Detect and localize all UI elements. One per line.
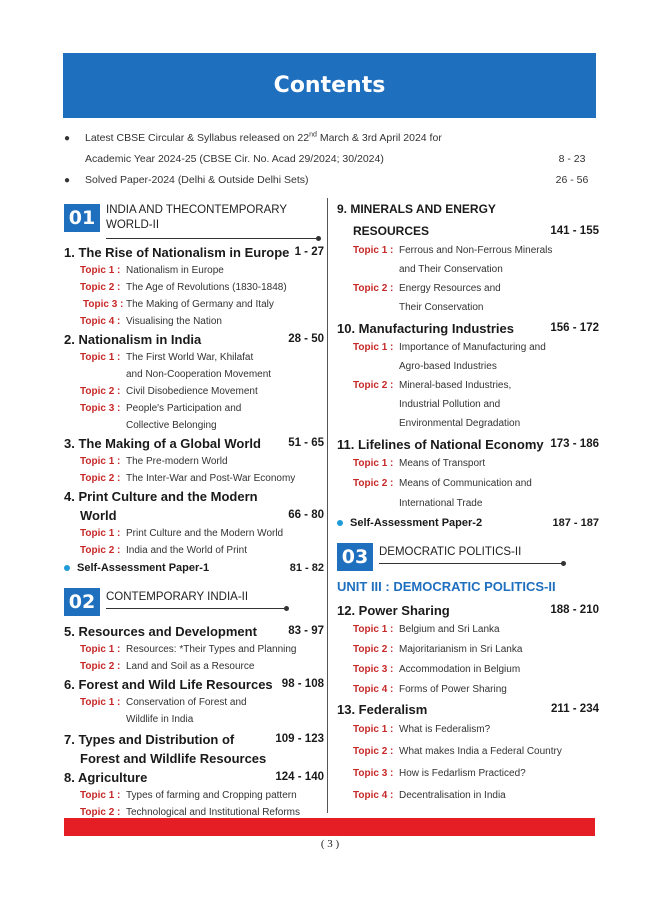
topic-item: Topic 4 : Decentralisation in India: [353, 790, 506, 801]
bullet-icon: ●: [64, 175, 71, 186]
bullet-dot-icon: [337, 520, 343, 526]
unit-rule: [106, 608, 286, 609]
chapter-entry: 13. Federalism 211 - 234: [337, 702, 599, 717]
chapter-entry: 1. The Rise of Nationalism in Europe 1 - 27: [64, 245, 324, 260]
topic-item: Topic 2 : Land and Soil as a Resource: [80, 661, 255, 672]
column-divider: [327, 198, 328, 813]
topic-item: Topic 4 : Visualising the Nation: [80, 316, 222, 327]
topic-item: Topic 1 : What is Federalism?: [353, 724, 491, 735]
chapter-pages: 66 - 80: [288, 509, 324, 521]
right-column: [337, 200, 599, 807]
intro-item: [64, 170, 624, 191]
chapter-pages: 187 - 187: [552, 517, 599, 529]
unit-number: 01: [64, 204, 100, 232]
intro-text: Latest CBSE Circular & Syllabus released on 22: [85, 132, 310, 144]
topic-item: Topic 3 : How is Fedarlism Practiced?: [353, 768, 526, 779]
chapter-pages: 28 - 50: [288, 333, 324, 345]
page-number: ( 3 ): [320, 838, 340, 850]
chapter-pages: 1 - 27: [294, 246, 324, 258]
topic-item: Topic 2 : Energy Resources and Their Conservation: [353, 283, 501, 313]
topic-item: Topic 1 : The First World War, Khilafat and Non-Cooperation Movement: [80, 352, 272, 380]
topic-item: Topic 1 : Types of farming and Cropping pattern: [80, 790, 297, 801]
topic-item: Topic 2 : Majoritarianism in Sri Lanka: [353, 644, 523, 655]
chapter-pages: 81 - 82: [289, 562, 324, 574]
chapter-entry: 4. Print Culture and the Modern World 66 - 80: [64, 489, 324, 523]
topic-item: Topic 2 : The Inter-War and Post-War Economy: [80, 473, 296, 484]
intro-sup: nd: [309, 131, 317, 139]
topic-item: Topic 2 : What makes India a Federal Country: [353, 746, 562, 757]
topic-item: Topic 3 : The Making of Germany and Italy: [83, 299, 274, 310]
chapter-pages: 124 - 140: [275, 771, 324, 783]
chapter-entry: 7. Types and Distribution of 109 - 123 Forest and Wildlife Resources: [64, 732, 324, 766]
topic-item: Topic 3 : People's Participation and Collective Belonging: [80, 403, 242, 431]
chapter-entry: 8. Agriculture 124 - 140: [64, 770, 324, 785]
rule-dot-icon: [316, 236, 321, 241]
chapter-entry: 5. Resources and Development 83 - 97: [64, 624, 324, 639]
chapter-pages: 83 - 97: [288, 625, 324, 637]
rule-dot-icon: [284, 606, 289, 611]
left-column: [64, 200, 324, 821]
topic-item: Topic 1 : Means of Transport: [353, 458, 486, 469]
intro-text: Solved Paper-2024 (Delhi & Outside Delhi Sets): [85, 174, 309, 186]
topic-item: Topic 2 : Civil Disobedience Movement: [80, 386, 258, 397]
footer-bar: [64, 818, 595, 836]
intro-pages: 26 - 56: [555, 174, 589, 186]
chapter-pages: 188 - 210: [550, 604, 599, 616]
chapter-pages: 109 - 123: [275, 733, 324, 745]
topic-item: Topic 1 : The Pre-modern World: [80, 456, 228, 467]
chapter-entry: 11. Lifelines of National Economy 173 - 186: [337, 437, 599, 452]
topic-item: Topic 2 : Means of Communication and International Trade: [353, 478, 532, 509]
chapter-entry: 3. The Making of a Global World 51 - 65: [64, 436, 324, 451]
topic-item: Topic 1 : Conservation of Forest and Wildlife in India: [80, 697, 247, 725]
intro-item: [64, 128, 624, 149]
topic-item: Topic 1 : Importance of Manufacturing and Agro-based Industries: [353, 342, 546, 372]
unit-title: INDIA AND THECONTEMPORARY WORLD-II: [106, 204, 287, 231]
chapter-pages: 156 - 172: [550, 322, 599, 334]
topic-item: Topic 4 : Forms of Power Sharing: [353, 684, 507, 695]
topic-item: Topic 2 : The Age of Revolutions (1830-1848): [80, 282, 287, 293]
bullet-icon: ●: [64, 133, 71, 144]
unit-title: DEMOCRATIC POLITICS-II: [379, 546, 522, 558]
chapter-entry: 9. MINERALS AND ENERGY RESOURCES 141 - 155: [337, 200, 599, 241]
rule-dot-icon: [561, 561, 566, 566]
chapter-entry: 10. Manufacturing Industries 156 - 172: [337, 321, 599, 336]
topic-item: Topic 1 : Ferrous and Non-Ferrous Minerals and Their Conservation: [353, 245, 553, 275]
topic-item: Topic 1 : Print Culture and the Modern World: [80, 528, 284, 539]
unit-number: 03: [337, 543, 373, 571]
chapter-entry: 2. Nationalism in India 28 - 50: [64, 332, 324, 347]
unit-rule: [106, 238, 318, 239]
unit-rule: [379, 563, 563, 564]
chapter-pages: 98 - 108: [281, 678, 324, 690]
self-assessment-entry: Self-Assessment Paper-2 187 - 187: [337, 514, 599, 533]
topic-item: Topic 2 : Technological and Institutional Reforms: [80, 807, 300, 818]
unit-number: 02: [64, 588, 100, 616]
intro-text: March & 3rd April 2024 for: [316, 132, 442, 144]
chapter-pages: 51 - 65: [288, 437, 324, 449]
unit-header: [64, 584, 324, 618]
topic-item: Topic 2 : Mineral-based Industries, Industrial Pollution and Environmental Degradation: [353, 380, 521, 429]
chapter-entry: 6. Forest and Wild Life Resources 98 - 108: [64, 677, 324, 692]
intro-text: Academic Year 2024-25 (CBSE Cir. No. Acad 29/2024; 30/2024): [85, 153, 384, 165]
chapter-pages: 211 - 234: [551, 703, 599, 715]
topic-item: Topic 1 : Resources: *Their Types and Planning: [80, 644, 297, 655]
bullet-dot-icon: [64, 565, 70, 571]
chapter-pages: 173 - 186: [550, 438, 599, 450]
unit-header: [64, 200, 324, 240]
topic-item: Topic 2 : India and the World of Print: [80, 545, 247, 556]
intro-pages: 8 - 23: [558, 153, 586, 165]
topic-item: Topic 3 : Accommodation in Belgium: [353, 664, 521, 675]
chapter-pages: 141 - 155: [550, 225, 599, 237]
unit-heading: UNIT III : DEMOCRATIC POLITICS-II: [337, 579, 556, 594]
unit-title: CONTEMPORARY INDIA-II: [106, 591, 249, 603]
self-assessment-entry: Self-Assessment Paper-1 81 - 82: [64, 559, 324, 578]
page-title: Contents: [273, 73, 386, 98]
unit-header: [337, 539, 599, 573]
chapter-entry: 12. Power Sharing 188 - 210: [337, 603, 599, 618]
topic-item: Topic 1 : Belgium and Sri Lanka: [353, 624, 500, 635]
intro-item: [64, 149, 624, 170]
intro-list: [64, 128, 624, 191]
topic-item: Topic 1 : Nationalism in Europe: [80, 265, 224, 276]
contents-banner: [63, 53, 596, 118]
